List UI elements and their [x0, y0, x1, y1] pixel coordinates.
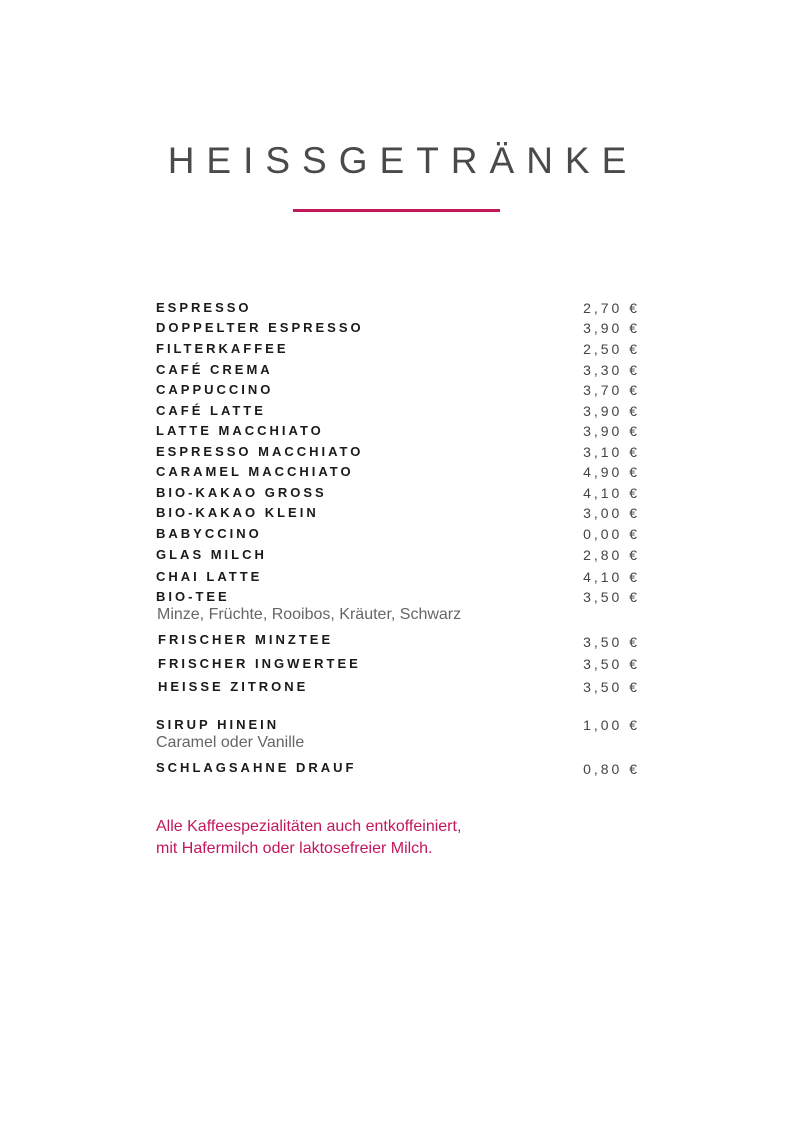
item-price: 3,70 €	[583, 382, 640, 398]
item-price: 2,70 €	[583, 300, 640, 316]
footnote	[156, 816, 461, 860]
item-name: FRISCHER MINZTEE	[158, 632, 334, 647]
menu-item-cafe-latte	[156, 403, 640, 423]
item-name: ESPRESSO	[156, 300, 252, 315]
item-name: CHAI LATTE	[156, 569, 263, 584]
item-name: BIO-KAKAO GROSS	[156, 485, 327, 500]
item-name: FILTERKAFFEE	[156, 341, 289, 356]
item-price: 3,50 €	[583, 634, 640, 650]
menu-item-frischer-minztee	[158, 632, 640, 652]
menu-item-caramel-macchiato	[156, 464, 640, 484]
item-description: Caramel oder Vanille	[156, 734, 305, 751]
menu-item-filterkaffee	[156, 341, 640, 361]
menu-item-glas-milch	[156, 547, 640, 567]
item-price: 3,00 €	[583, 505, 640, 521]
footnote-line: Alle Kaffeespezialitäten auch entkoffeiniert,	[156, 818, 462, 835]
item-price: 4,10 €	[583, 569, 640, 585]
item-name: LATTE MACCHIATO	[156, 423, 324, 438]
item-name: ESPRESSO MACCHIATO	[156, 444, 364, 459]
menu-item-babyccino	[156, 526, 640, 546]
item-price: 3,30 €	[583, 362, 640, 378]
item-name: BIO-KAKAO KLEIN	[156, 505, 319, 520]
menu-item-chai-latte	[156, 569, 640, 589]
item-name: GLAS MILCH	[156, 547, 267, 562]
menu-item-espresso	[156, 300, 640, 320]
item-name: BIO-TEE	[156, 589, 230, 604]
item-price: 3,90 €	[583, 423, 640, 439]
item-price: 3,50 €	[583, 589, 640, 605]
item-price: 3,50 €	[583, 656, 640, 672]
item-price: 0,00 €	[583, 526, 640, 542]
menu-item-cappuccino	[156, 382, 640, 402]
item-name: HEISSE ZITRONE	[158, 679, 309, 694]
item-name: CAPPUCCINO	[156, 382, 274, 397]
item-price: 4,10 €	[583, 485, 640, 501]
menu-item-latte-macchiato	[156, 423, 640, 443]
menu-item-espresso-macchiato	[156, 444, 640, 464]
menu-item-heisse-zitrone	[158, 679, 640, 699]
item-name: DOPPELTER ESPRESSO	[156, 320, 364, 335]
item-name: CAFÉ CREMA	[156, 362, 273, 377]
menu-item-bio-kakao-gross	[156, 485, 640, 505]
item-name: SCHLAGSAHNE DRAUF	[156, 760, 357, 775]
item-price: 3,90 €	[583, 403, 640, 419]
menu-item-cafe-crema	[156, 362, 640, 382]
menu-item-doppelter-espresso	[156, 320, 640, 340]
item-name: BABYCCINO	[156, 526, 262, 541]
item-price: 2,50 €	[583, 341, 640, 357]
extra-item-schlagsahne	[156, 760, 640, 780]
item-price: 3,50 €	[583, 679, 640, 695]
item-name: FRISCHER INGWERTEE	[158, 656, 361, 671]
item-description: Minze, Früchte, Rooibos, Kräuter, Schwarz	[157, 606, 462, 623]
item-price: 1,00 €	[583, 717, 640, 733]
item-price: 3,90 €	[583, 320, 640, 336]
item-price: 4,90 €	[583, 464, 640, 480]
title-underline	[293, 209, 500, 212]
item-price: 2,80 €	[583, 547, 640, 563]
page-title: HEISSGETRÄNKE	[167, 140, 639, 181]
item-price: 0,80 €	[583, 761, 640, 777]
item-name: SIRUP HINEIN	[156, 717, 280, 732]
item-price: 3,10 €	[583, 444, 640, 460]
item-name: CARAMEL MACCHIATO	[156, 464, 354, 479]
footnote-line: mit Hafermilch oder laktosefreier Milch.	[156, 840, 433, 857]
item-name: CAFÉ LATTE	[156, 403, 266, 418]
menu-item-bio-kakao-klein	[156, 505, 640, 525]
menu-item-frischer-ingwertee	[158, 656, 640, 676]
